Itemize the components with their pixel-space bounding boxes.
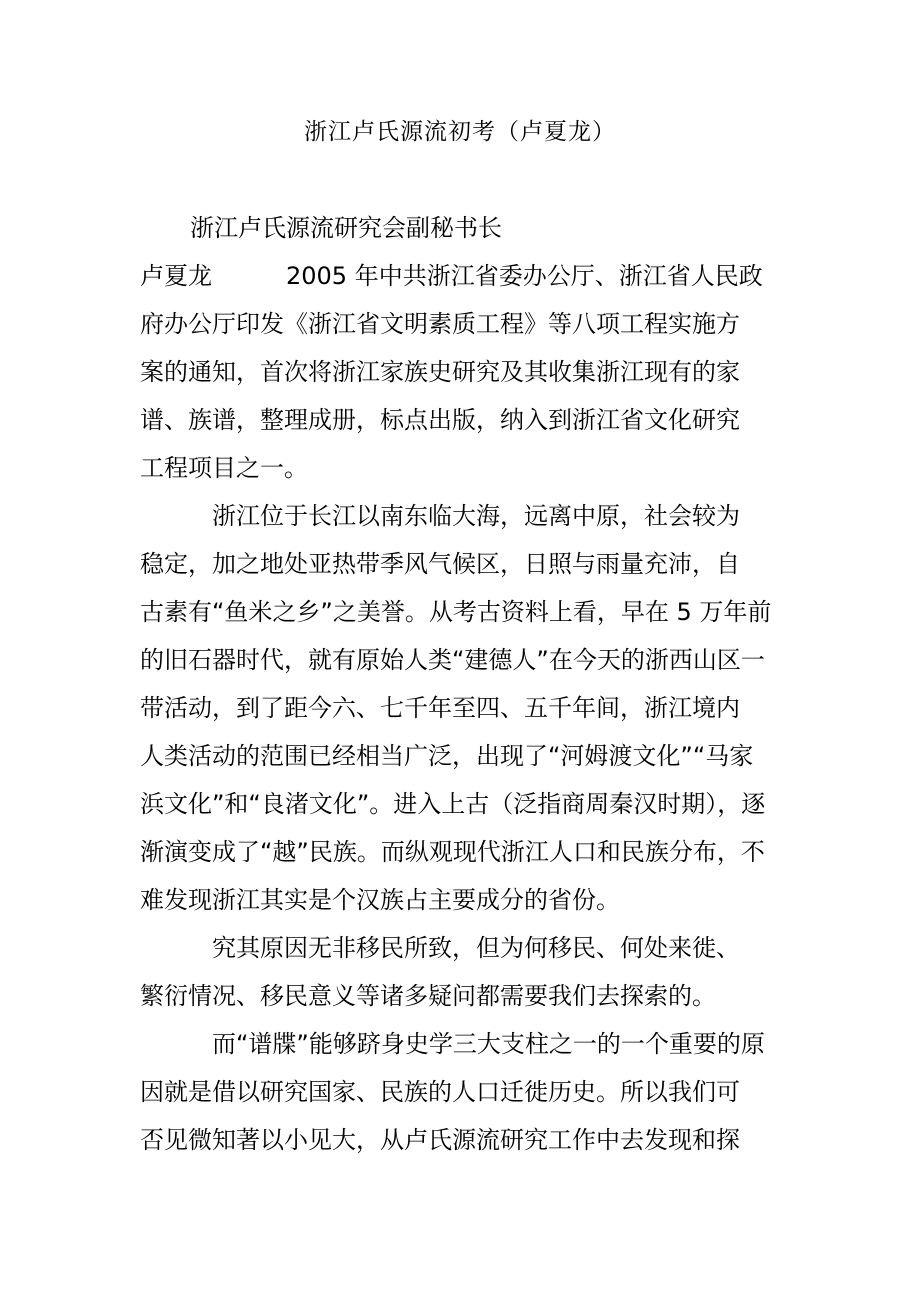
paragraph-line: 渐演变成了“越”民族。而纵观现代浙江人口和民族分布，不 bbox=[140, 838, 765, 866]
paragraph-line: 案的通知，首次将浙江家族史研究及其收集浙江现有的家 bbox=[140, 358, 740, 386]
paragraph-line: 工程项目之一。 bbox=[140, 454, 308, 482]
paragraph-line: 2005 年中共浙江省委办公厅、浙江省人民政 bbox=[286, 262, 763, 290]
paragraph-line: 稳定，加之地处亚热带季风气候区，日照与雨量充沛，自 bbox=[140, 550, 740, 578]
paragraph-line: 府办公厅印发《浙江省文明素质工程》等八项工程实施方 bbox=[140, 310, 740, 338]
paragraph-line: 人类活动的范围已经相当广泛，出现了“河姆渡文化”“马家 bbox=[140, 742, 754, 770]
document-title: 浙江卢氏源流初考（卢夏龙） bbox=[304, 119, 616, 145]
paragraph-line: 究其原因无非移民所致，但为何移民、何处来徙、 bbox=[212, 934, 740, 962]
paragraph-line: 否见微知著以小见大，从卢氏源流研究工作中去发现和探 bbox=[140, 1126, 740, 1154]
paragraph-line: 浙江位于长江以南东临大海，远离中原，社会较为 bbox=[212, 502, 740, 530]
paragraph-line: 难发现浙江其实是个汉族占主要成分的省份。 bbox=[140, 886, 620, 914]
paragraph-line: 而“谱牒”能够跻身史学三大支柱之一的一个重要的原 bbox=[212, 1030, 765, 1058]
author-affiliation: 浙江卢氏源流研究会副秘书长 bbox=[190, 214, 502, 242]
paragraph-line: 因就是借以研究国家、民族的人口迁徙历史。所以我们可 bbox=[140, 1078, 740, 1106]
paragraph-line: 繁衍情况、移民意义等诸多疑问都需要我们去探索的。 bbox=[140, 982, 716, 1010]
paragraph-line: 谱、族谱，整理成册，标点出版，纳入到浙江省文化研究 bbox=[140, 406, 740, 434]
paragraph-line: 古素有“鱼米之乡”之美誉。从考古资料上看，早在 5 万年前 bbox=[140, 598, 772, 626]
paragraph-line: 带活动，到了距今六、七千年至四、五千年间，浙江境内 bbox=[140, 694, 740, 722]
author-name: 卢夏龙 bbox=[140, 262, 212, 290]
paragraph-line: 浜文化”和“良渚文化”。进入上古（泛指商周秦汉时期），逐 bbox=[140, 790, 766, 818]
paragraph-line: 的旧石器时代，就有原始人类“建德人”在今天的浙西山区一 bbox=[140, 646, 765, 674]
